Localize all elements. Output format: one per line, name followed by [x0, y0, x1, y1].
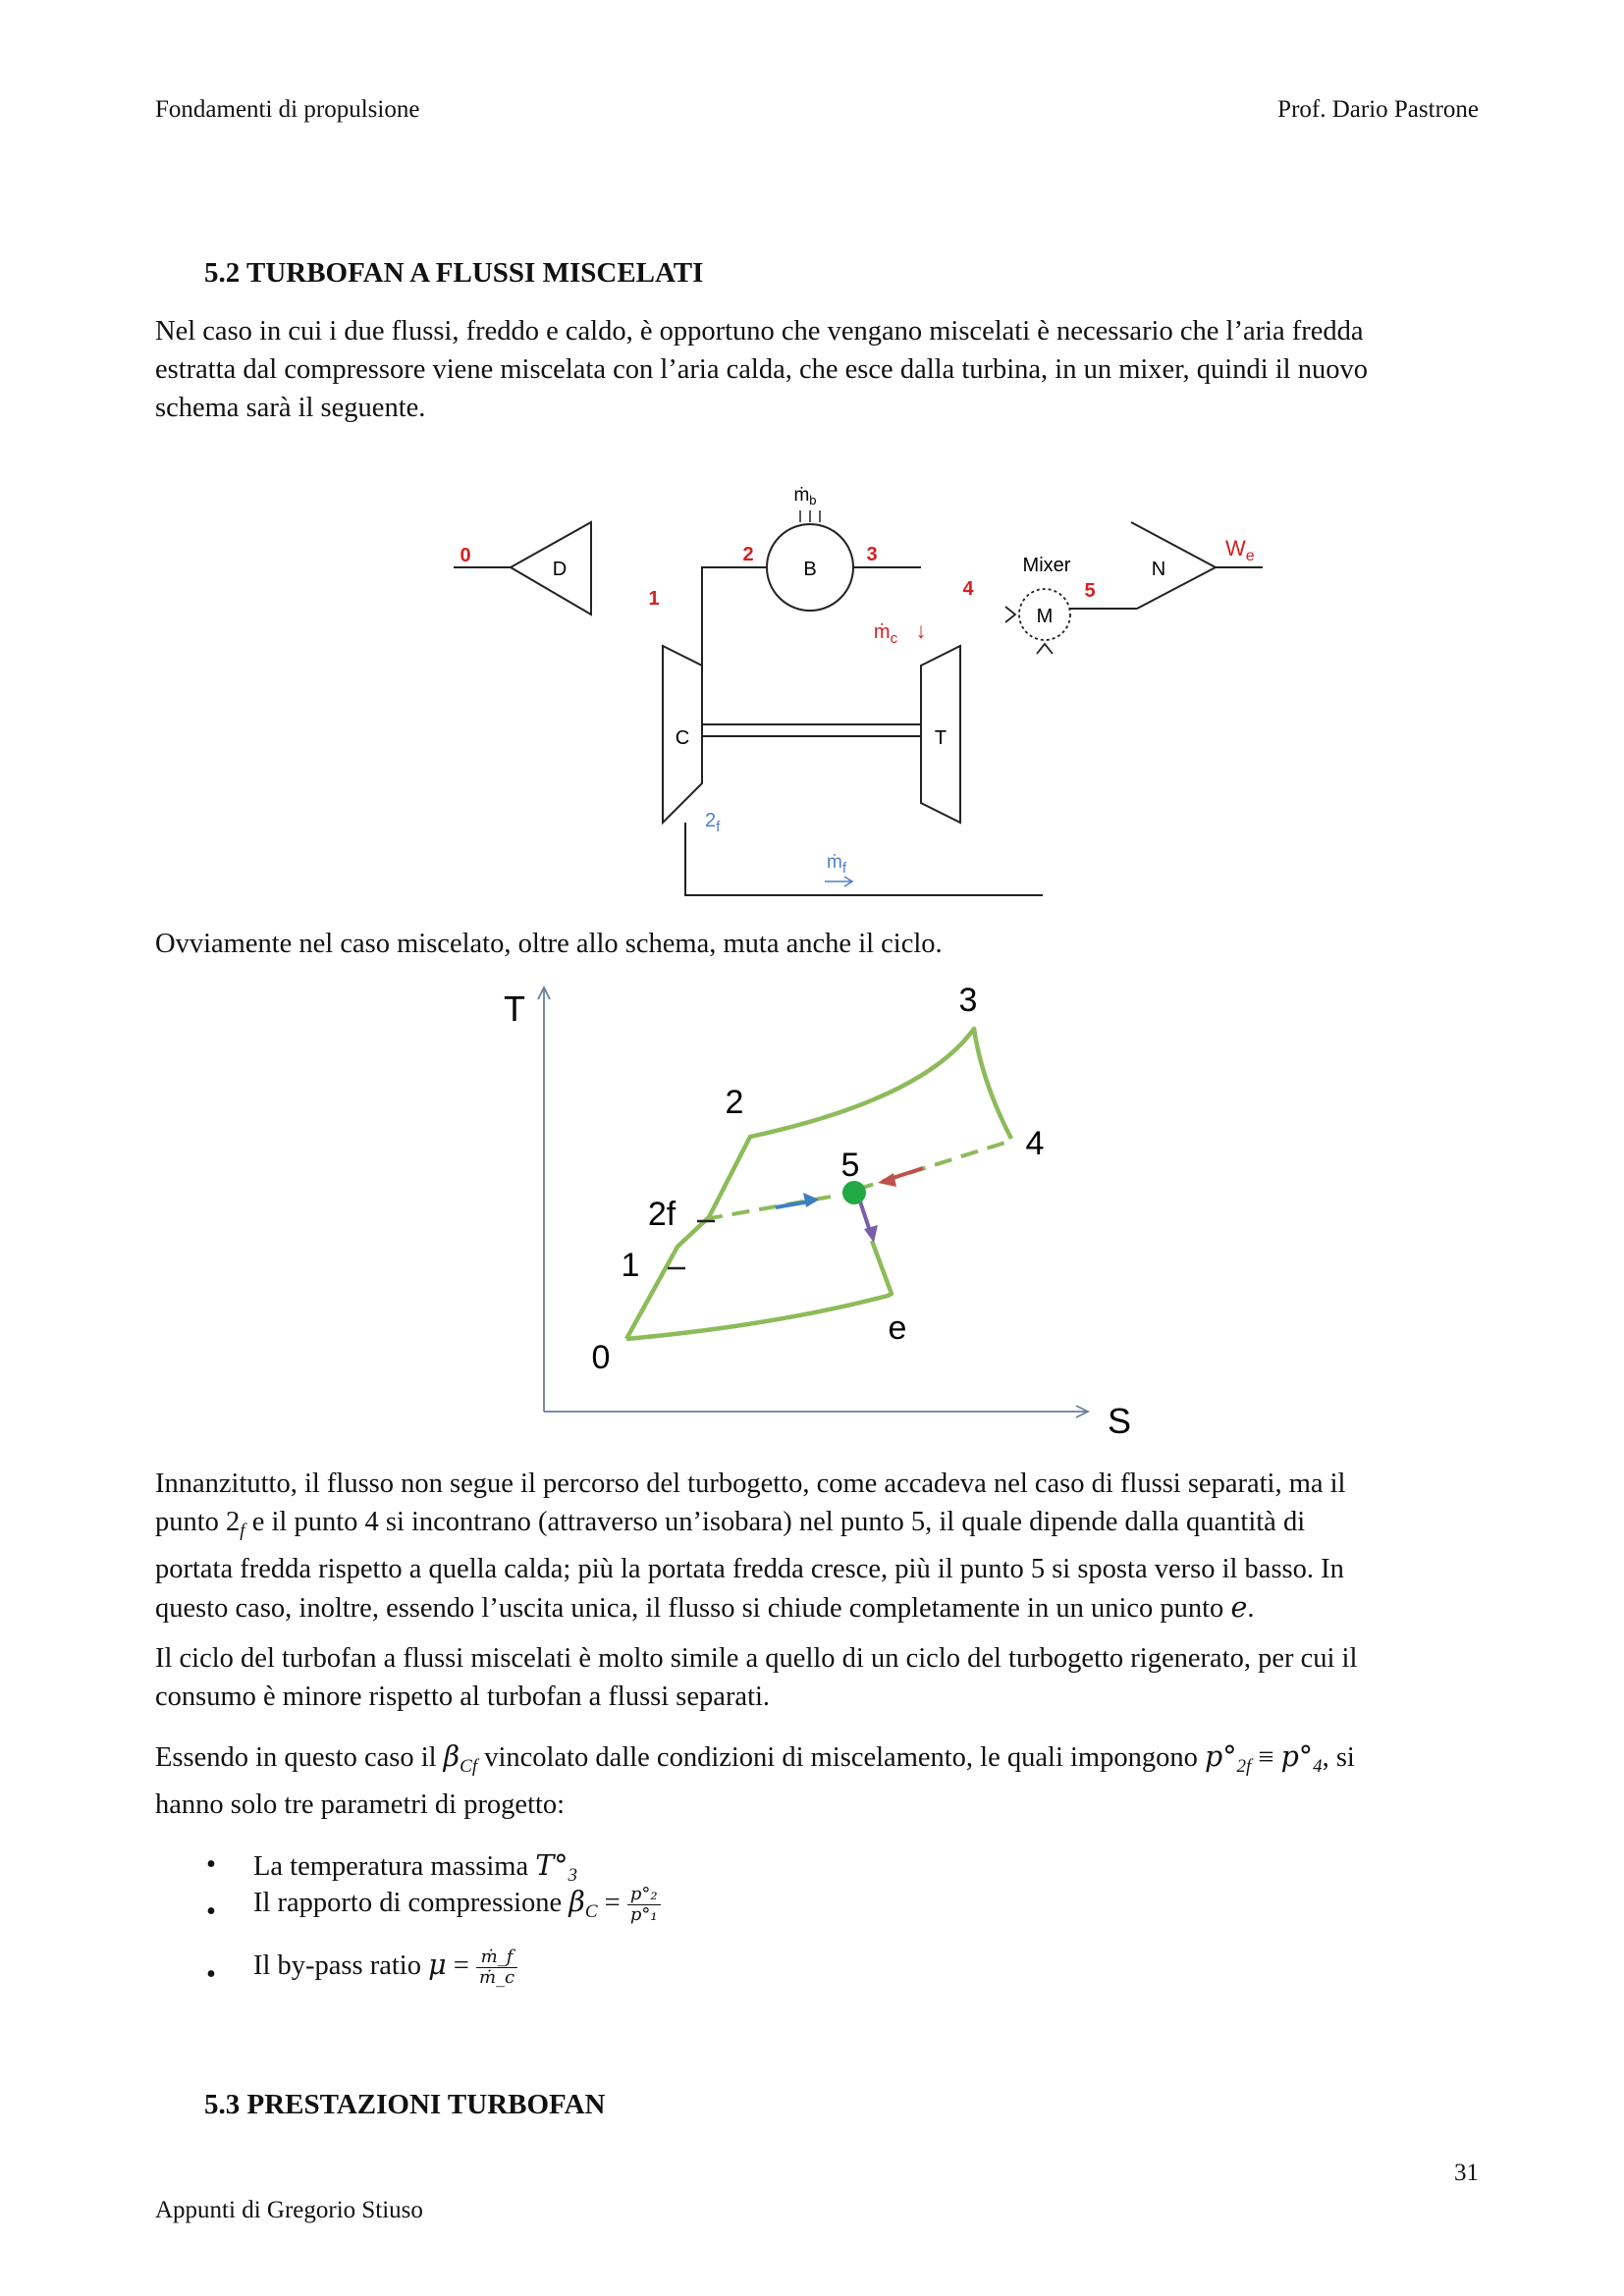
point-3-label: 3 [958, 982, 978, 1019]
paragraph-design-parameters [155, 1737, 1481, 1824]
compression-ratio-fraction: $\frac{\text{p°₂}}{\text{p°₁}}$ [627, 1885, 661, 1925]
burner-label: B [803, 559, 817, 580]
hot-duct-1 [702, 567, 766, 666]
fuel-flow-label: ṁ$_b$ [793, 485, 817, 507]
mixer-inlet-hot [1005, 607, 1015, 622]
para1-line-4: questo caso, inoltre, essendo l’uscita unica, il flusso si chiude completamente in un unico punto e. [155, 1591, 1255, 1624]
station-2-label: 2 [742, 544, 754, 565]
station-3-label: 3 [866, 544, 878, 565]
para3-line-1: Essendo in questo caso il $\beta_{Cf}$ vincolato dalle condizioni di miscelamento, le quali impongono $p^\circ_{2f} \equiv p^\circ_4$, si [155, 1740, 1355, 1777]
nozzle-shape [1131, 522, 1216, 609]
mixer-caption: Mixer [1022, 555, 1071, 576]
station-2f-label: $2_f$ [705, 810, 721, 835]
paragraph-mixing [155, 1465, 1481, 1628]
para1-line-3: portata fredda rispetto a quella calda; più la portata fredda cresce, più il punto 5 si sposta verso il basso. In [155, 1554, 1344, 1584]
bullet-1-text: La temperatura massima $T^\circ_3$ [253, 1849, 578, 1886]
nozzle-label: N [1151, 559, 1166, 580]
mixer-inlet-cold [1037, 644, 1053, 654]
section-title-5-3: 5.3 PRESTAZIONI TURBOFAN [204, 2089, 606, 2120]
core-flow-arrow: ↓ [915, 618, 927, 643]
diffuser-label: D [552, 559, 568, 580]
station-1-label: 1 [648, 588, 660, 610]
station-0-label: 0 [460, 545, 471, 566]
intro-line-2: estratta dal compressore viene miscelata con l’aria calda, che esce dalla turbina, in un mixer, quindi il nuovo [155, 354, 1368, 385]
core-flow-label: ṁ$_c$ [873, 621, 898, 647]
bullet-2-text: Il rapporto di compressione $\beta_C$ = $\frac{\text{p°₂}}{\text{p°₁}}$ [253, 1885, 661, 1925]
point-e-label: e [888, 1309, 907, 1347]
station-5-label: 5 [1084, 580, 1096, 602]
bypass-duct [685, 823, 1043, 895]
intro-line-1: Nel caso in cui i due flussi, freddo e caldo, è opportuno che vengano miscelati è necessario che l’aria fredda [155, 316, 1364, 347]
intro-line-3: schema sarà il seguente. [155, 393, 426, 423]
header-course-title: Fondamenti di propulsione [155, 96, 420, 123]
ts-cycle-diagram [481, 972, 1159, 1453]
s-axis-label: S [1107, 1401, 1132, 1441]
diffuser-shape [511, 522, 591, 614]
point-0-label: 0 [591, 1339, 611, 1376]
bypass-flow-label: ṁ$_f$ [827, 852, 846, 877]
para2-line-1: Il ciclo del turbofan a flussi miscelati è molto simile a quello di un ciclo del turbogetto rigenerato, per cui il [155, 1643, 1358, 1674]
cycle-upper-path [626, 1029, 1011, 1339]
bullet-3-text: Il by-pass ratio μ = $\frac{\text{ṁ\_f}}{\text{ṁ\_c}}$ [253, 1948, 517, 1988]
cycle-intro-text: Ovviamente nel caso miscelato, oltre allo schema, muta anche il ciclo. [155, 929, 943, 959]
turbine-label: T [934, 727, 947, 749]
para3-line-2: hanno solo tre parametri di progetto: [155, 1789, 566, 1820]
section-title-5-2: 5.2 TURBOFAN A FLUSSI MISCELATI [204, 257, 704, 289]
compressor-label: C [675, 727, 690, 749]
station-4-label: 4 [962, 578, 974, 600]
para1-line-1: Innanzitutto, il flusso non segue il percorso del turbogetto, come accadeva nel caso di flussi separati, ma il [155, 1468, 1346, 1499]
point-5-label: 5 [840, 1147, 860, 1184]
para1-line-2: punto $2_f$ e il punto 4 si incontrano (attraverso un’isobara) nel punto 5, il quale dipende dalla quantità di [155, 1507, 1306, 1541]
bullet-1-marker: • [206, 1849, 216, 1880]
mixer-label: M [1036, 606, 1054, 627]
footer-author: Appunti di Gregorio Stiuso [155, 2197, 423, 2223]
cold-flow-arrow-head [803, 1193, 819, 1207]
point-1-label: 1 [621, 1247, 640, 1284]
mixing-point-5 [842, 1181, 866, 1204]
hot-flow-arrow-head [878, 1173, 896, 1187]
intro-paragraph [155, 312, 1481, 427]
page-number: 31 [1454, 2160, 1479, 2186]
expansion-arrow-head [864, 1225, 878, 1243]
bypass-ratio-fraction: $\frac{\text{ṁ\_f}}{\text{ṁ\_c}}$ [476, 1948, 517, 1988]
exhaust-velocity-label: $W_e$ [1225, 536, 1255, 564]
para2-line-2: consumo è minore rispetto al turbofan a flussi separati. [155, 1682, 771, 1712]
header-professor: Prof. Dario Pastrone [1277, 96, 1479, 123]
point-4-label: 4 [1025, 1125, 1045, 1162]
bullet-2-marker: • [206, 1896, 216, 1927]
t-axis-label: T [504, 988, 525, 1029]
cycle-lower-path [626, 1241, 892, 1339]
zero-to-e [626, 1296, 888, 1339]
mixed-turbofan-schema [432, 471, 1296, 903]
point-2-label: 2 [725, 1084, 744, 1121]
bullet-3-marker: • [206, 1959, 216, 1990]
point-2f-label: 2f [647, 1196, 677, 1233]
paragraph-regenerated [155, 1639, 1481, 1716]
